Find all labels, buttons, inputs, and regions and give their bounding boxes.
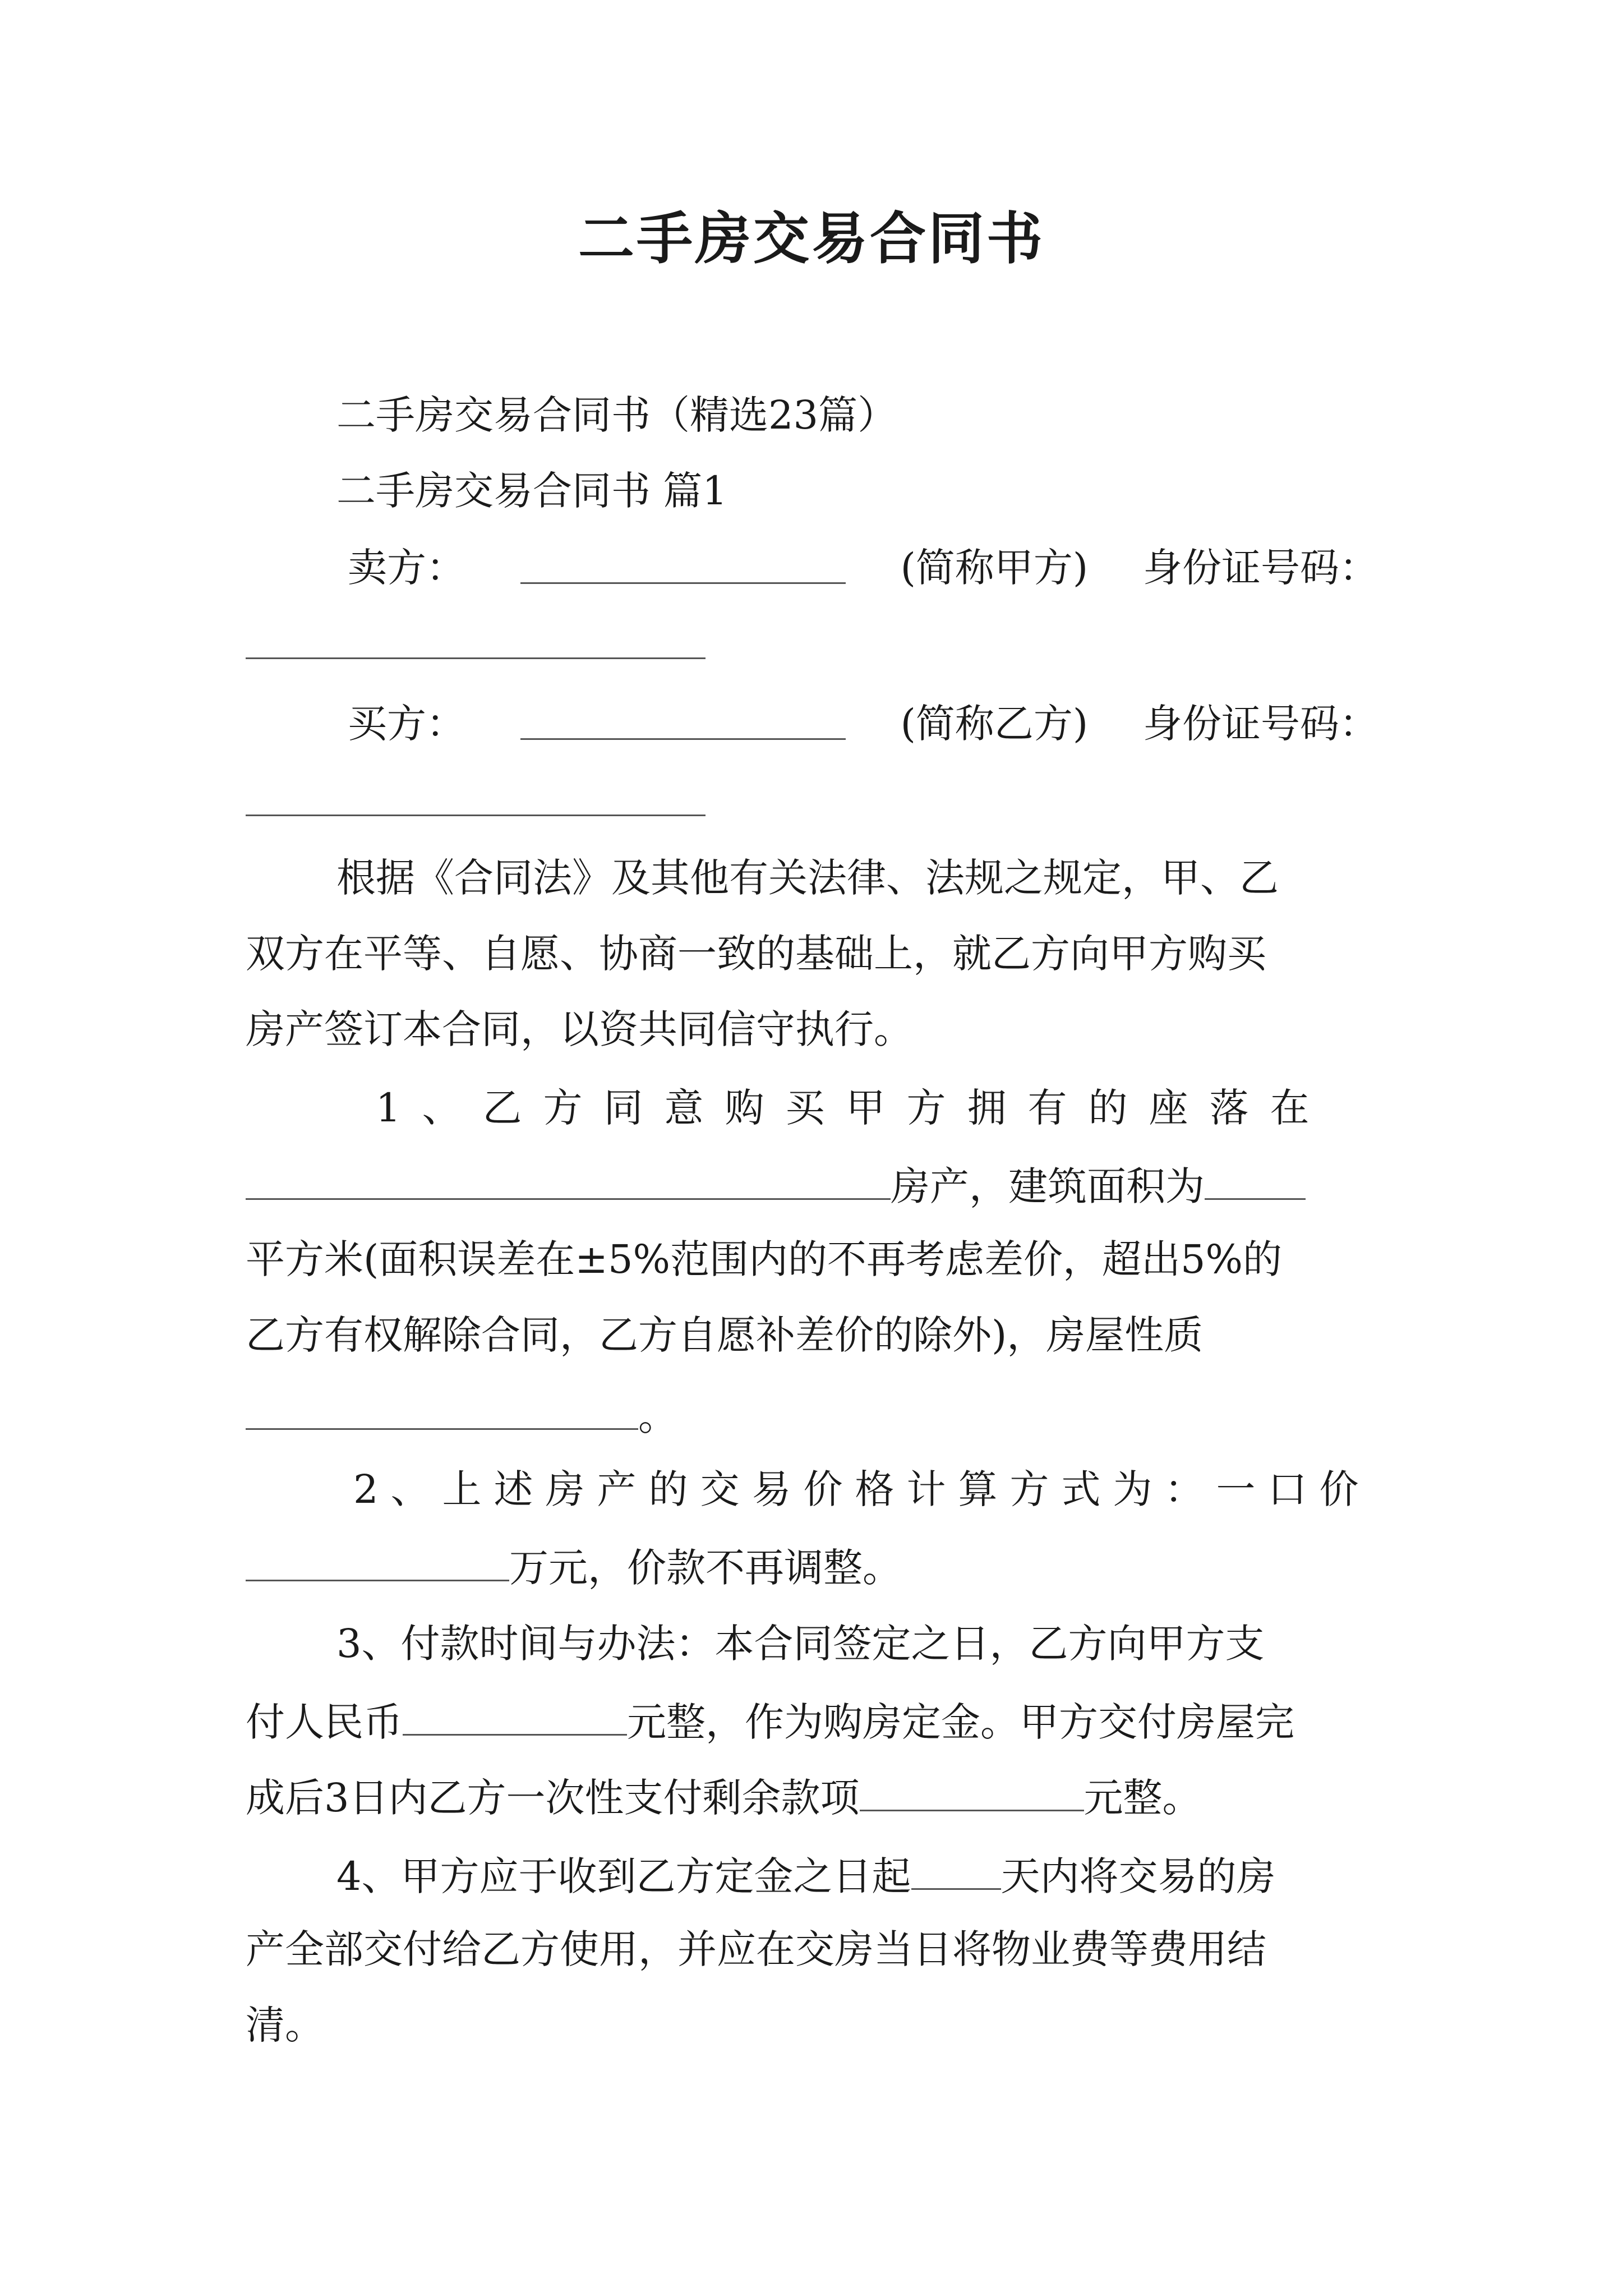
- clause4-line-2: 产全部交付给乙方使用，并应在交房当日将物业费等费用结: [246, 1926, 1266, 1972]
- remaining-payment-blank: [860, 1767, 1084, 1811]
- preamble-line-3: 房产签订本合同，以资共同信守执行。: [246, 1006, 913, 1052]
- buyer-name-blank: [520, 696, 846, 740]
- subtitle: 二手房交易合同书（精选23篇）: [336, 392, 897, 438]
- clause1-line-5: 。: [246, 1386, 1378, 1444]
- handover-days-blank: [911, 1846, 1001, 1890]
- clause1-line-2: 房产，建筑面积为: [246, 1156, 1378, 1214]
- building-area-blank: [1205, 1156, 1306, 1200]
- property-location-blank: [246, 1156, 891, 1200]
- property-nature-blank: [246, 1386, 638, 1430]
- price-blank: [246, 1537, 509, 1581]
- clause2-line-1: 2、上述房产的交易价格计算方式为：一口价: [353, 1466, 1371, 1512]
- section-heading: 二手房交易合同书 篇1: [336, 468, 727, 514]
- clause1-line-1: 1、乙方同意购买甲方拥有的座落在: [376, 1085, 1331, 1131]
- clause3-line-1: 3、付款时间与办法：本合同签定之日，乙方向甲方支: [336, 1621, 1265, 1667]
- clause1-line-4: 乙方有权解除合同，乙方自愿补差价的除外)，房屋性质: [246, 1312, 1204, 1358]
- clause2-line-2: 万元，价款不再调整。: [246, 1537, 1378, 1596]
- seller-line: [348, 540, 1378, 596]
- clause4-line-3: 清。: [246, 2002, 324, 2048]
- deposit-blank: [403, 1691, 627, 1736]
- document-title: 二手房交易合同书: [578, 205, 1045, 272]
- buyer-short-name: (简称乙方): [900, 701, 1089, 747]
- clause1-line-3: 平方米(面积误差在±5%范围内的不再考虑差价，超出5%的: [246, 1236, 1283, 1282]
- preamble-line-2: 双方在平等、自愿、协商一致的基础上，就乙方向甲方购买: [246, 931, 1266, 977]
- clause3-line-2: 付人民币 元整，作为购房定金。甲方交付房屋完: [246, 1691, 1378, 1750]
- clause4-line-1: 4、甲方应于收到乙方定金之日起 天内将交易的房: [336, 1846, 1378, 1904]
- seller-name-blank: [520, 540, 846, 584]
- buyer-id-blank: [246, 815, 706, 816]
- seller-label: 卖方：: [348, 545, 465, 591]
- preamble-line-1: 根据《合同法》及其他有关法律、法规之规定，甲、乙: [336, 855, 1279, 901]
- seller-short-name: (简称甲方): [900, 545, 1089, 591]
- buyer-id-label: 身份证号码：: [1142, 701, 1378, 747]
- seller-id-label: 身份证号码：: [1142, 545, 1378, 591]
- buyer-line: [348, 696, 1378, 752]
- seller-id-blank: [246, 657, 706, 659]
- buyer-label: 买方：: [348, 701, 465, 747]
- clause3-line-3: 成后3日内乙方一次性支付剩余款项 元整。: [246, 1767, 1378, 1826]
